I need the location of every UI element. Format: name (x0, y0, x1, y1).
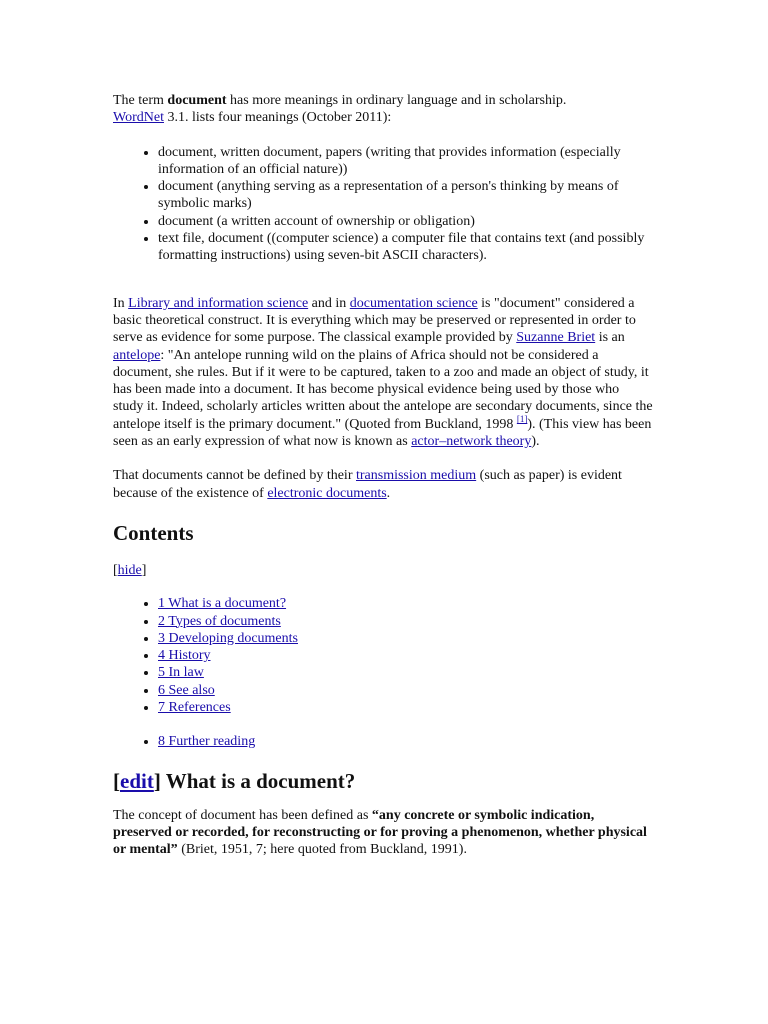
toc-link-in-law[interactable]: 5 In law (158, 665, 204, 681)
library-information-science-link[interactable]: Library and information science (128, 295, 309, 311)
section-title-text: What is a document? (160, 768, 356, 793)
transmission-medium-link[interactable]: transmission medium (355, 468, 477, 484)
intro-text-3: 3.1. lists four meanings (October 2011): (163, 110, 392, 126)
term-document: document (167, 93, 227, 108)
lis-text-2: and in (308, 295, 350, 311)
toc-link-history[interactable]: 4 History (158, 648, 211, 664)
electronic-documents-link[interactable]: electronic documents (267, 485, 387, 501)
lis-text-7: ). (531, 434, 540, 450)
toc-link-developing-documents[interactable]: 3 Developing documents (158, 630, 298, 646)
meaning-item: • text file, document ((computer science) a computer file that contains text (and possibly formatting instructions) using seven-bit ASCII characters). (158, 230, 653, 265)
edit-section-link[interactable]: edit (120, 768, 154, 793)
footnote-1-link[interactable]: [1] (516, 413, 528, 424)
intro-paragraph (113, 92, 653, 127)
bracket-open: [ (113, 562, 118, 578)
bracket-close: ] (153, 768, 161, 793)
briet-definition-quote: “any concrete or symbolic indication, preserved or recorded, for reconstructing or for proving a phenomenon, whether physical or mental” (113, 807, 647, 858)
meaning-item: • document (a written account of ownership or obligation) (158, 213, 653, 230)
definition-text-1: The concept of document has been defined as (113, 807, 372, 823)
medium-text-1: That documents cannot be defined by their (113, 468, 356, 484)
meaning-item: • document, written document, papers (writing that provides information (especially information of an official nature)) (158, 144, 653, 179)
section-heading-what-is-a-document (113, 768, 653, 794)
toc-item (158, 682, 653, 699)
actor-network-theory-link[interactable]: actor–network theory (411, 434, 532, 450)
medium-text-3: . (386, 485, 391, 501)
definition-paragraph (113, 807, 653, 859)
meaning-item: • document (anything serving as a representation of a person's thinking by means of symbolic marks) (158, 178, 653, 213)
toc-item (158, 699, 653, 716)
contents-heading: Contents (113, 520, 194, 545)
definition-text-2: (Briet, 1951, 7; here quoted from Buckland, 1991). (177, 842, 467, 858)
medium-text-2: (such as paper) is evident because of the existence of (113, 468, 622, 501)
table-of-contents (113, 595, 653, 716)
toc-item (158, 613, 653, 630)
toc-link-references[interactable]: 7 References (158, 700, 231, 716)
contents-hide-toggle (113, 562, 653, 579)
hide-contents-link[interactable]: hide (117, 562, 142, 578)
intro-text-1: The term (113, 93, 168, 108)
lis-text-6: ). (This view has been seen as an early expression of what now is known as (113, 416, 652, 450)
toc-link-types-of-documents[interactable]: 2 Types of documents (158, 613, 281, 629)
toc-item (158, 647, 653, 664)
meanings-list (113, 144, 653, 265)
toc-link-what-is-a-document[interactable]: 1 What is a document? (158, 596, 287, 612)
lis-text-1: In (113, 295, 129, 311)
wordnet-link[interactable]: WordNet (113, 110, 164, 126)
toc-item (158, 664, 653, 681)
toc-link-further-reading[interactable]: 8 Further reading (158, 734, 256, 750)
medium-paragraph (113, 467, 653, 502)
intro-text-2: has more meanings in ordinary language and in scholarship. (226, 93, 567, 108)
lis-paragraph (113, 295, 653, 451)
lis-text-4: is an (595, 330, 625, 346)
article-body (113, 92, 653, 859)
toc-link-see-also[interactable]: 6 See also (158, 682, 215, 698)
toc-item (158, 595, 653, 612)
suzanne-briet-link[interactable]: Suzanne Briet (516, 330, 596, 346)
toc-item (158, 630, 653, 647)
table-of-contents-continued (113, 733, 653, 750)
bracket-close: ] (141, 562, 147, 578)
documentation-science-link[interactable]: documentation science (349, 295, 478, 311)
bracket-open: [ (113, 768, 120, 793)
lis-text-5: : "An antelope running wild on the plains of Africa should not be considered a document, she rules. But if it were to be captured, taken to a zoo and made an object of study, it has been made into a document. It has become physical evidence being used by those who study it. Indeed, scholarly articles written about the antelope are secondary documents, since the antelope itself is the primary document." (Quoted from Buckland, 1998 (113, 347, 653, 432)
antelope-link[interactable]: antelope (113, 347, 161, 363)
lis-text-3: is "document" considered a basic theoretical construct. It is everything which may be preserved or represented in order to serve as evidence for some purpose. The classical example provided by (113, 295, 636, 346)
toc-item (158, 733, 653, 750)
